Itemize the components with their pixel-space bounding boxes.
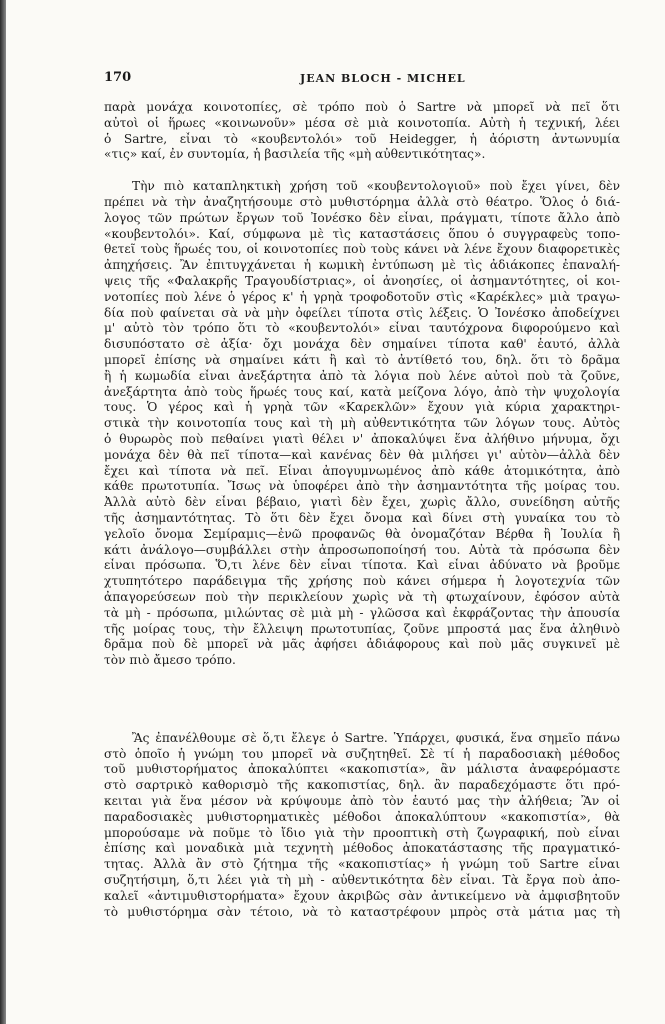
text-line: δισυπόστατο σὲ ἀξία· ὄχι μονάχα δὲν σημαίνει τίποτα καθ' ἑαυτό, ἀλλὰ bbox=[104, 337, 620, 352]
text-line: τὰ μὴ - πρόσωπα, μιλώντας σὲ μιὰ μὴ - γλῶσσα καὶ ἐκφράζοντας τὴν ἀπουσία bbox=[104, 605, 620, 620]
text-line: «τις» καί, ἐν συντομία, ἡ βασιλεία τῆς «μὴ αὐθεντικότητας». bbox=[104, 147, 486, 162]
text-line: γελοῖο ὄνομα Σεμίραμις—ἐνῶ προφανῶς θὰ ὀνομαζόταν Βέρθα ἢ Ἰουλία ἢ bbox=[104, 526, 620, 541]
text-line: ἀπαγορεύσεων ποὺ τὴν περικλείουν χωρὶς νὰ τὴ φτωχαίνουν, ἐφόσον αὐτὰ bbox=[104, 589, 620, 604]
text-line: ὁ Sartre, εἶναι τὸ «κουβεντολόι» τοῦ Heidegger, ἡ ἀόριστη ἀντωνυμία bbox=[104, 131, 620, 146]
page-header bbox=[104, 70, 614, 90]
body-text bbox=[104, 100, 620, 920]
text-line: τῆς ἀσημαντότητας. Τὸ ὅτι δὲν ἔχει ὄνομα καὶ δίνει στὴ γυναίκα του τὸ bbox=[104, 510, 620, 525]
text-line: παραδοσιακὲς μυθιστορηματικὲς μέθοδοι ἀποκαλύπτουν «κακοπιστία», θὰ bbox=[104, 809, 620, 824]
text-line: ἀνεξάρτητα ἀπὸ τοὺς ἥρωές τους καί, κατὰ μείζονα λόγο, ἀπὸ τὴν ψυχολογία bbox=[104, 384, 620, 399]
text-line: ὁ θυρωρὸς ποὺ πεθαίνει γιατὶ θέλει ν' ἀποκαλύψει ἕνα ἀλήθινο μήνυμα, ὄχι bbox=[104, 431, 620, 446]
text-line: τοῦ μυθιστορήματος ἀποκαλύπτει «κακοπιστία», ἂν μάλιστα ἀναφερόμαστε bbox=[104, 762, 620, 777]
text-line: τους. Ὁ γέρος καὶ ἡ γρηὰ τῶν «Καρεκλῶν» ἔχουν γιὰ κύρια χαρακτηρι- bbox=[104, 400, 620, 415]
text-line: Ἀλλὰ αὐτὸ δὲν εἶναι βέβαιο, γιατὶ δὲν ἔχει, χωρὶς ἄλλο, συνείδηση αὐτῆς bbox=[104, 495, 620, 510]
paragraph bbox=[104, 179, 620, 669]
text-line: λογος τῶν πρώτων ἔργων τοῦ Ἰονέσκο δὲν εἶναι, πράγματι, τίποτε ἄλλο ἀπὸ bbox=[104, 210, 620, 225]
text-line: ἔχει καὶ τίποτα νὰ πεῖ. Εἶναι ἀπογυμνωμένος ἀπὸ κάθε ἀτομικότητα, ἀπὸ bbox=[104, 463, 620, 478]
text-line: τητας. Ἀλλὰ ἂν στὸ ζήτημα τῆς «κακοπιστίας» ἡ γνώμη τοῦ Sartre εἶναι bbox=[104, 857, 620, 872]
text-line: νοτοπίες ποὺ λένε ὁ γέρος κ' ἡ γρηὰ τροφοδοτοῦν στὶς «Καρέκλες» μιὰ τραγω- bbox=[104, 289, 620, 304]
paragraph bbox=[104, 731, 620, 921]
text-line: ἢ ἡ κωμωδία εἶναι ἀνεξάρτητα ἀπὸ τὰ λόγια ποὺ λένε αὐτοὶ ποὺ τὰ ζοῦνε, bbox=[104, 368, 620, 383]
text-line: στικὰ τὴν κοινοτοπία τους καὶ τὴ μὴ αὐθεντικότητα τῶν λόγων τους. Αὐτὸς bbox=[104, 416, 620, 431]
text-line: κάθε πρωτοτυπία. Ἴσως νὰ ὑποφέρει ἀπὸ τὴν ἀσημαντότητα τῆς μοίρας του. bbox=[104, 479, 620, 494]
text-line: μπορούσαμε νὰ ποῦμε τὸ ἴδιο γιὰ τὴν προοπτικὴ στὴ ζωγραφική, ποὺ εἶναι bbox=[104, 825, 620, 840]
text-line: ψεις τῆς «Φαλακρῆς Τραγουδίστριας», οἱ ἀνοησίες, οἱ ἀσημαντότητες, οἱ κοι- bbox=[104, 273, 620, 288]
text-line: κειται γιὰ ἕνα μέσον νὰ κρύψουμε ἀπὸ τὸν ἑαυτό μας τὴν ἀλήθεια; Ἂν οἱ bbox=[104, 794, 620, 809]
text-line: στὸ ὁποῖο ἡ γνώμη του μπορεῖ νὰ συζητηθεῖ. Σὲ τί ἡ παραδοσιακὴ μέθοδος bbox=[104, 746, 620, 761]
text-line: παρὰ μονάχα κοινοτοπίες, σὲ τρόπο ποὺ ὁ Sartre νὰ μπορεῖ νὰ πεῖ ὅτι bbox=[104, 100, 620, 114]
text-line: Ἂς ἐπανέλθουμε σὲ ὅ,τι ἔλεγε ὁ Sartre. Ὑπάρχει, φυσικά, ἕνα σημεῖο πάνω bbox=[132, 730, 620, 745]
page-number: 170 bbox=[104, 70, 132, 85]
text-line: μ' αὐτὸ τὸν τρόπο ὅτι τὸ «κουβεντολόι» εἶναι ταυτόχρονα διφορούμενο καὶ bbox=[104, 321, 620, 336]
text-line: καλεῖ «ἀντιμυθιστορήματα» ἔχουν ἀκριβῶς σὰν ἀντικείμενο νὰ ἀμφισβητοῦν bbox=[104, 888, 620, 903]
text-line: εἶναι πρόσωπα. Ὅ,τι λένε δὲν εἶναι τίποτα. Καὶ εἶναι ἀδύνατο νὰ βροῦμε bbox=[104, 558, 620, 573]
text-line: στὸ σαρτρικὸ καθορισμὸ τῆς κακοπιστίας, δηλ. ἂν παραδεχόμαστε ὅτι πρό- bbox=[104, 778, 620, 793]
text-line: ἀπηχήσεις. Ἂν ἐπιτυγχάνεται ἡ κωμικὴ ἐντύπωση μὲ τὶς ἀδιάκοπες ἐπαναλή- bbox=[104, 258, 620, 273]
text-line: τὸ μυθιστόρημα σὰν τέτοιο, νὰ τὸ καταστρέφουν μπρὸς στὰ μάτια μας τὴ bbox=[104, 904, 620, 919]
text-line: συζητήσιμη, ὅ,τι λέει γιὰ τὴ μὴ - αὐθεντικότητα δὲν εἶναι. Τὰ ἔργα ποὺ ἀπο- bbox=[104, 873, 620, 888]
text-line: κάτι ἀνάλογο—συμβάλλει στὴν ἀπροσωποποίησή του. Αὐτὰ τὰ πρόσωπα δὲν bbox=[104, 542, 620, 557]
running-title: JEAN BLOCH - MICHEL bbox=[300, 72, 466, 85]
text-line: Τὴν πιὸ καταπληκτικὴ χρήση τοῦ «κουβεντολογιοῦ» ποὺ ἔχει γίνει, δὲν bbox=[132, 179, 620, 194]
text-line: χτυπητότερο παράδειγμα τῆς χρήσης ποὺ κάνει σήμερα ἡ λογοτεχνία τῶν bbox=[104, 574, 620, 589]
text-line: πρέπει νὰ τὴν ἀναζητήσουμε στὸ μυθιστόρημα ἀλλὰ στὸ θέατρο. Ὅλος ὁ διά- bbox=[104, 194, 620, 209]
text-line: δία ποὺ φαίνεται σὰ νὰ μὴν ὀφείλει τίποτα στὶς λέξεις. Ὁ Ἰονέσκο ἀποδείχνει bbox=[104, 305, 620, 320]
text-line: δρᾶμα ποὺ δὲ μπορεῖ νὰ μᾶς ἀφήσει ἀδιάφορους καὶ ποὺ μᾶς συγκινεῖ μὲ bbox=[104, 637, 620, 652]
text-line: «κουβεντολόι». Καί, σύμφωνα μὲ τὶς καταστάσεις ὅπου ὁ συγγραφεὺς τοπο- bbox=[104, 226, 620, 241]
text-line: μονάχα δὲν θὰ πεῖ τίποτα—καὶ κανένας δὲν θὰ μιλήσει γι' αὐτὸν—ἀλλὰ δὲν bbox=[104, 447, 620, 462]
text-line: μπορεῖ ἐπίσης νὰ σημαίνει κάτι ἢ καὶ τὸ ἀντίθετό του, δηλ. ὅτι τὸ δρᾶμα bbox=[104, 352, 620, 367]
text-line: τῆς μοίρας τους, τὴν ἔλλειψη πρωτοτυπίας, ζοῦνε μπροστά μας ἕνα ἀληθινὸ bbox=[104, 621, 620, 636]
text-line: τὸν πιὸ ἄμεσο τρόπο. bbox=[104, 653, 236, 668]
text-line: ἐπίσης καὶ μοναδικὰ μιὰ τεχνητὴ μέθοδος ἀποκατάστασης τῆς πραγματικό- bbox=[104, 841, 620, 856]
text-line: αὐτοὶ οἱ ἥρωες «κοινωνοῦν» μέσα σὲ μιὰ κοινοτοπία. Αὐτὴ ἡ τεχνική, λέει bbox=[104, 115, 620, 130]
paragraph bbox=[104, 100, 620, 163]
text-line: θετεῖ τοὺς ἥρωές του, οἱ κοινοτοπίες ποὺ τοὺς κάνει νὰ λένε ἔχουν διαφορετικὲς bbox=[104, 242, 620, 257]
